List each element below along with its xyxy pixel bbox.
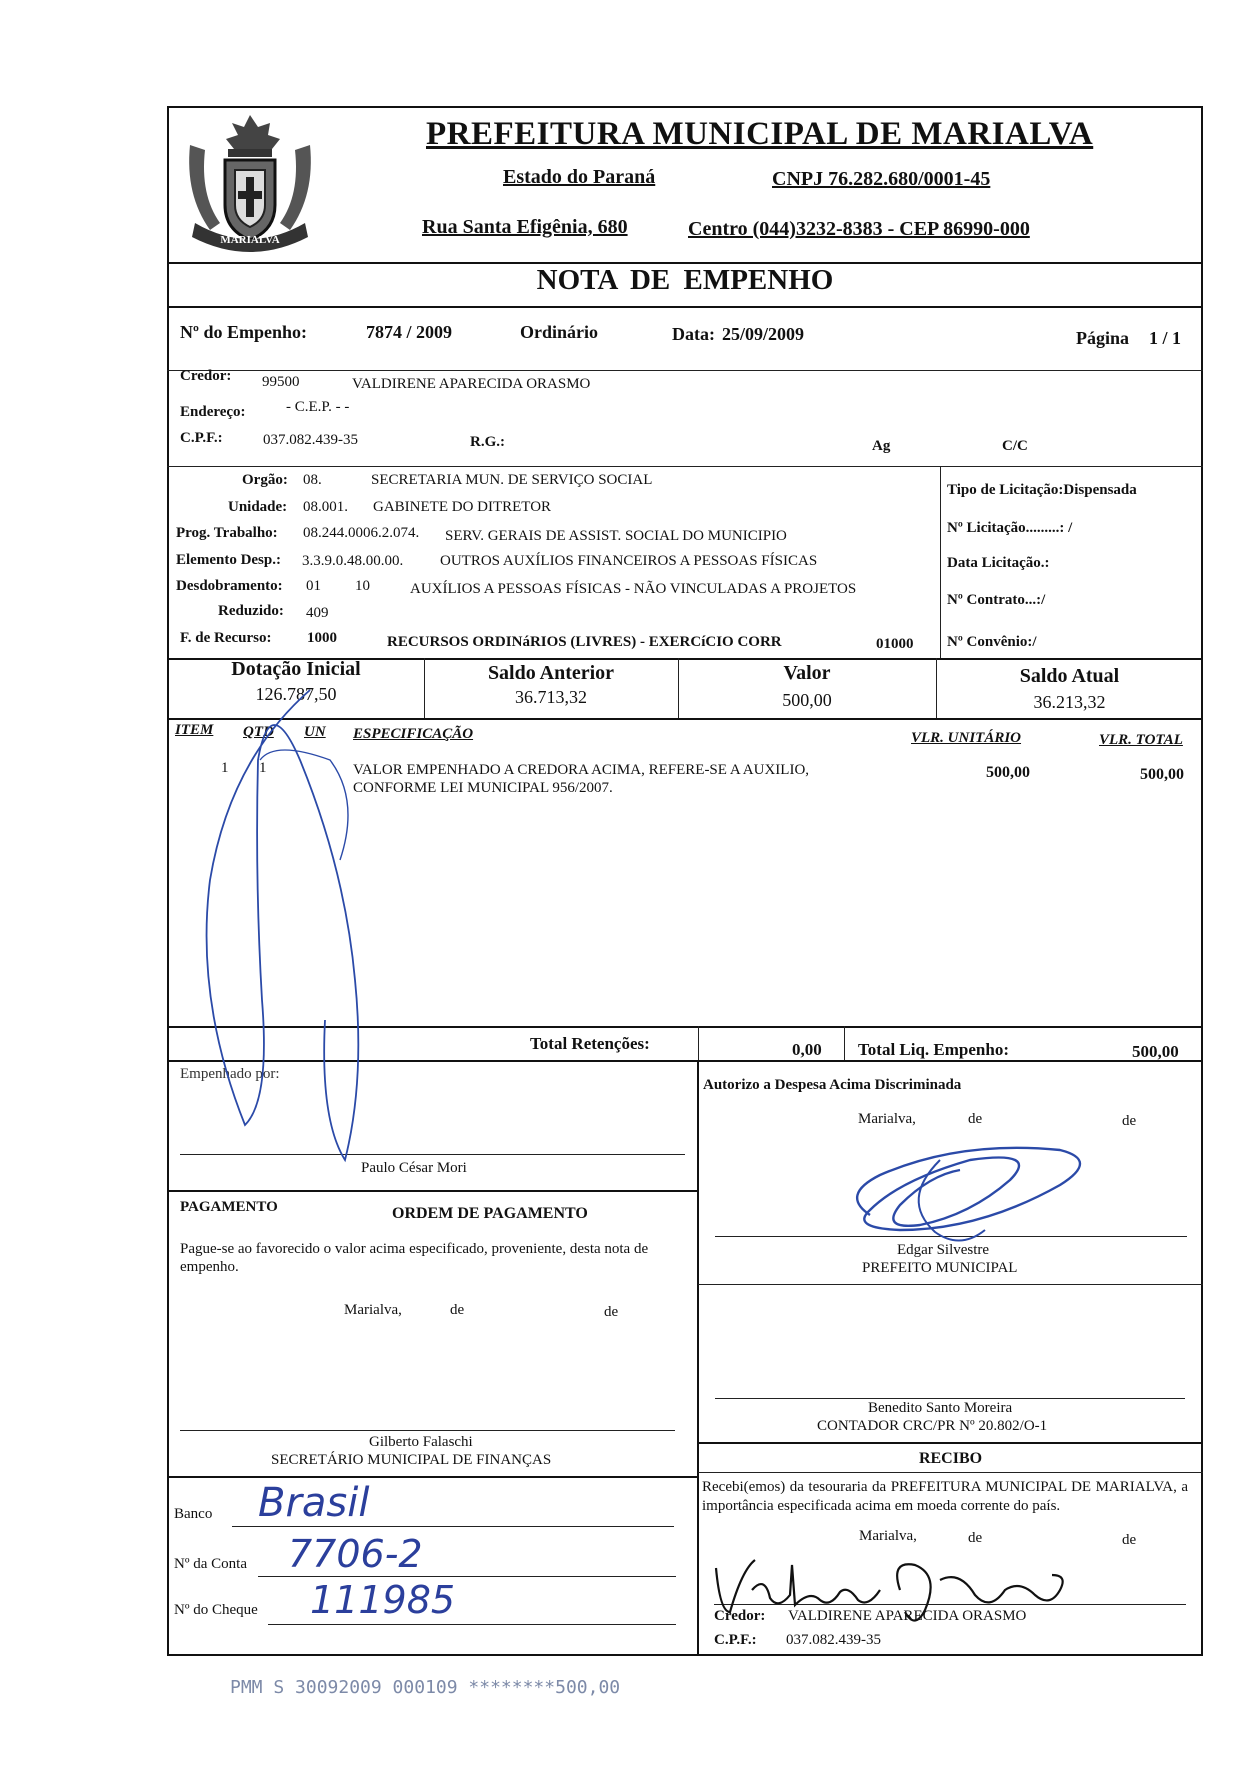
- autorizo-de-2: de: [1122, 1113, 1137, 1129]
- desdobramento-label: Desdobramento:: [176, 578, 283, 594]
- orgao-label: Orgão:: [242, 472, 288, 488]
- seal-ribbon-text: MARIALVA: [220, 234, 280, 246]
- prog-code: 08.244.0006.2.074.: [303, 525, 420, 541]
- unidade-code: 08.001.: [303, 499, 348, 515]
- cheque-handwritten: 111985: [310, 1578, 456, 1622]
- page-title: PREFEITURA MUNICIPAL DE MARIALVA: [426, 116, 1094, 152]
- item-spec-line-1: VALOR EMPENHADO A CREDORA ACIMA, REFERE-SE A AUXILIO,: [353, 762, 810, 778]
- autorizo-label: Autorizo a Despesa Acima Discriminada: [703, 1077, 962, 1093]
- dotacao-value: 126.787,50: [255, 684, 337, 704]
- data-licitacao: Data Licitação.:: [947, 555, 1050, 571]
- saldo-atual-label: Saldo Atual: [1019, 665, 1120, 687]
- prog-name: SERV. GERAIS DE ASSIST. SOCIAL DO MUNICIPIO: [445, 528, 787, 544]
- account-label: C/C: [1002, 438, 1028, 454]
- unidade-name: GABINETE DO DITRETOR: [373, 499, 552, 515]
- empenho-type: Ordinário: [520, 322, 599, 342]
- cnpj: CNPJ 76.282.680/0001-45: [772, 168, 991, 190]
- saldo-atual-value: 36.213,32: [1033, 692, 1106, 712]
- prefeito-name: Edgar Silvestre: [897, 1242, 990, 1258]
- empenho-number: 7874 / 2009: [366, 322, 453, 342]
- recurso-name: RECURSOS ORDINáRIOS (LIVRES) - EXERCíCIO CORR: [387, 634, 782, 650]
- autorizo-de-1: de: [968, 1111, 983, 1127]
- machine-stamp: PMM S 30092009 000109 ********500,00: [230, 1677, 621, 1698]
- ordem-pagamento-label: ORDEM DE PAGAMENTO: [392, 1205, 588, 1222]
- elemento-code: 3.3.9.0.48.00.00.: [302, 553, 404, 569]
- cpf-value: 037.082.439-35: [263, 432, 358, 448]
- numero-contrato: Nº Contrato...:/: [947, 592, 1046, 608]
- contador-name: Benedito Santo Moreira: [868, 1400, 1013, 1416]
- numero-licitacao: Nº Licitação.........: /: [947, 520, 1073, 536]
- unit-value-column-header: VLR. UNITÁRIO: [911, 730, 1022, 746]
- pagamento-text: Pague-se ao favorecido o valor acima especificado, proveniente, desta nota de empenho.: [180, 1241, 649, 1275]
- retencoes-value: 0,00: [792, 1040, 822, 1059]
- item-spec-line-2: CONFORME LEI MUNICIPAL 956/2007.: [353, 780, 613, 796]
- credor-name: VALDIRENE APARECIDA ORASMO: [352, 376, 591, 392]
- pen-scribble-icon: [207, 690, 359, 1160]
- credor-signature-icon: [897, 1564, 1063, 1620]
- autorizo-place: Marialva,: [858, 1111, 916, 1127]
- credor-code: 99500: [262, 374, 300, 390]
- desdobramento-code-1: 01: [306, 578, 321, 594]
- pagamento-place: Marialva,: [344, 1302, 402, 1318]
- credor-signature-icon: [716, 1560, 880, 1612]
- empenhado-name: Paulo César Mori: [361, 1160, 467, 1176]
- un-column-header: UN: [304, 724, 326, 740]
- item-quantity: 1: [259, 760, 267, 776]
- pagamento-label: PAGAMENTO: [180, 1199, 278, 1215]
- saldo-anterior-value: 36.713,32: [515, 687, 587, 707]
- liquido-label: Total Liq. Empenho:: [858, 1040, 1009, 1059]
- secretario-role: SECRETÁRIO MUNICIPAL DE FINANÇAS: [271, 1452, 552, 1468]
- orgao-name: SECRETARIA MUN. DE SERVIÇO SOCIAL: [371, 472, 653, 488]
- recibo-text: Recebi(emos) da tesouraria da PREFEITURA MUNICIPAL DE MARIALVA, a importância especificada acima em moeda corrente do país.: [702, 1479, 1188, 1514]
- page-number: 1 / 1: [1149, 328, 1182, 348]
- credor-label: Credor:: [180, 368, 232, 384]
- state-name: Estado do Paraná: [503, 166, 656, 188]
- recibo-place: Marialva,: [859, 1528, 917, 1544]
- reduzido-label: Reduzido:: [218, 603, 284, 619]
- recibo-de-1: de: [968, 1530, 983, 1546]
- address-value: - C.E.P. - -: [286, 399, 350, 415]
- recibo-credor-name: VALDIRENE APARECIDA ORASMO: [788, 1608, 1027, 1624]
- address-label: Endereço:: [180, 404, 246, 420]
- recurso-label: F. de Recurso:: [180, 630, 272, 646]
- empenho-number-label: Nº do Empenho:: [180, 322, 307, 342]
- street-address: Rua Santa Efigênia, 680: [422, 216, 628, 238]
- recibo-cpf-label: C.P.F.:: [714, 1632, 757, 1648]
- cpf-label: C.P.F.:: [180, 430, 223, 446]
- prog-label: Prog. Trabalho:: [176, 525, 278, 541]
- orgao-code: 08.: [303, 472, 322, 488]
- recibo-de-2: de: [1122, 1532, 1137, 1548]
- recibo-cpf-value: 037.082.439-35: [786, 1632, 881, 1648]
- elemento-label: Elemento Desp.:: [176, 552, 281, 568]
- document-title: NOTA DE EMPENHO: [536, 264, 834, 296]
- cheque-label: Nº do Cheque: [174, 1602, 258, 1618]
- item-number: 1: [221, 760, 229, 776]
- numero-convenio: Nº Convênio:/: [947, 634, 1037, 650]
- item-total-value: 500,00: [1140, 766, 1184, 783]
- liquido-value: 500,00: [1132, 1042, 1179, 1061]
- district-phone-cep: Centro (044)3232-8383 - CEP 86990-000: [688, 218, 1030, 240]
- elemento-name: OUTROS AUXÍLIOS FINANCEIROS A PESSOAS FÍSICAS: [440, 553, 818, 569]
- empenho-date: 25/09/2009: [722, 324, 805, 344]
- tipo-licitacao: Tipo de Licitação:Dispensada: [947, 482, 1137, 498]
- pagamento-de-2: de: [604, 1304, 619, 1320]
- spec-column-header: ESPECIFICAÇÃO: [353, 726, 474, 742]
- agency-label: Ag: [872, 438, 891, 454]
- desdobramento-name: AUXÍLIOS A PESSOAS FÍSICAS - NÃO VINCULADAS A PROJETOS: [410, 581, 857, 597]
- conta-label: Nº da Conta: [174, 1556, 247, 1572]
- valor-label: Valor: [783, 662, 831, 684]
- pen-scribble-icon: [260, 750, 348, 860]
- conta-handwritten: 7706-2: [288, 1532, 423, 1576]
- unidade-label: Unidade:: [228, 499, 288, 515]
- contador-role: CONTADOR CRC/PR Nº 20.802/O-1: [817, 1418, 1048, 1434]
- qtd-column-header: QTD: [243, 724, 274, 740]
- banco-label: Banco: [174, 1506, 213, 1522]
- desdobramento-code-2: 10: [355, 578, 370, 594]
- date-label: Data:: [672, 324, 715, 344]
- dotacao-label: Dotação Inicial: [231, 658, 361, 680]
- banco-handwritten: Brasil: [258, 1480, 370, 1526]
- secretario-name: Gilberto Falaschi: [369, 1434, 473, 1450]
- empenhado-label: Empenhado por:: [180, 1066, 280, 1082]
- item-column-header: ITEM: [175, 722, 214, 738]
- pagamento-de-1: de: [450, 1302, 465, 1318]
- saldo-anterior-label: Saldo Anterior: [487, 662, 615, 684]
- rg-label: R.G.:: [470, 434, 505, 450]
- recurso-code-2: 01000: [876, 636, 914, 652]
- recurso-code: 1000: [307, 630, 337, 646]
- prefeito-signature-icon: [857, 1148, 1080, 1230]
- retencoes-label: Total Retenções:: [530, 1034, 650, 1053]
- recibo-credor-label: Credor:: [714, 1608, 766, 1624]
- reduzido-value: 409: [306, 605, 329, 621]
- total-value-column-header: VLR. TOTAL: [1099, 732, 1183, 748]
- page-label: Página: [1076, 328, 1130, 348]
- valor-value: 500,00: [782, 690, 832, 710]
- prefeito-role: PREFEITO MUNICIPAL: [862, 1260, 1018, 1276]
- item-unit-value: 500,00: [986, 764, 1030, 781]
- recibo-title: RECIBO: [918, 1450, 983, 1467]
